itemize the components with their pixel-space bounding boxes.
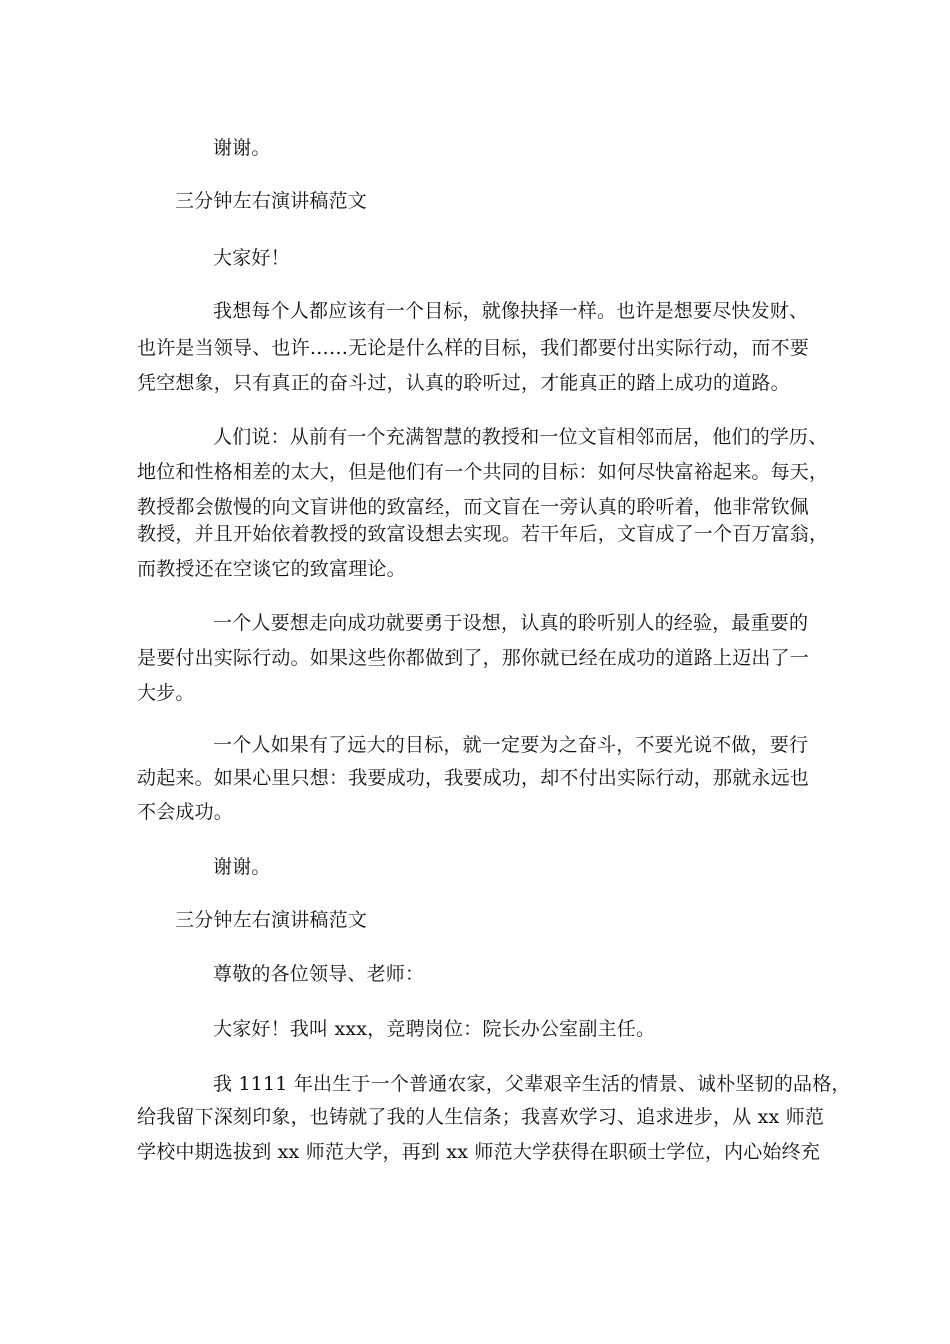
closing-thanks-line: 谢谢。 xyxy=(213,137,271,159)
paragraph-line: 地位和性格相差的太大，但是他们有一个共同的目标：如何尽快富裕起来。每天， xyxy=(137,461,829,483)
paragraph-line: 是要付出实际行动。如果这些你都做到了，那你就已经在成功的道路上迈出了一 xyxy=(137,647,810,669)
paragraph-line: 给我留下深刻印象，也铸就了我的人生信条；我喜欢学习、追求进步，从 xx 师范 xyxy=(137,1106,825,1128)
paragraph-line: 我 1111 年出生于一个普通农家，父辈艰辛生活的情景、诚朴坚韧的品格， xyxy=(213,1073,851,1095)
paragraph-line: 学校中期选拔到 xx 师范大学，再到 xx 师范大学获得在职硕士学位，内心始终充 xyxy=(137,1141,821,1163)
paragraph-line: 教授，并且开始依着教授的致富设想去实现。若干年后，文盲成了一个百万富翁， xyxy=(137,523,829,545)
paragraph-line: 动起来。如果心里只想：我要成功，我要成功，却不付出实际行动，那就永远也 xyxy=(137,767,810,789)
paragraph-line: 凭空想象，只有真正的奋斗过，认真的聆听过，才能真正的踏上成功的道路。 xyxy=(137,372,790,394)
section-heading: 三分钟左右演讲稿范文 xyxy=(175,190,368,212)
paragraph-line: 我想每个人都应该有一个目标，就像抉择一样。也许是想要尽快发财、 xyxy=(213,300,809,322)
closing-thanks-line: 谢谢。 xyxy=(213,856,271,878)
introduction-line: 大家好！我叫 xxx，竞聘岗位：院长办公室副主任。 xyxy=(213,1018,656,1040)
section-heading: 三分钟左右演讲稿范文 xyxy=(175,909,368,931)
paragraph-line: 人们说：从前有一个充满智慧的教授和一位文盲相邻而居，他们的学历、 xyxy=(213,426,828,448)
paragraph-line: 大步。 xyxy=(137,682,195,704)
paragraph-line: 教授都会傲慢的向文盲讲他的致富经，而文盲在一旁认真的聆听着，他非常钦佩 xyxy=(137,496,810,518)
paragraph-line: 一个人如果有了远大的目标，就一定要为之奋斗，不要光说不做，要行 xyxy=(213,734,809,756)
paragraph-line: 也许是当领导、也许……无论是什么样的目标，我们都要付出实际行动，而不要 xyxy=(137,337,810,359)
paragraph-line: 不会成功。 xyxy=(137,801,234,823)
paragraph-line: 一个人要想走向成功就要勇于设想，认真的聆听别人的经验，最重要的 xyxy=(213,612,809,634)
salutation-line: 尊敬的各位领导、老师： xyxy=(213,963,425,985)
paragraph-line: 而教授还在空谈它的致富理论。 xyxy=(137,558,406,580)
greeting-line: 大家好！ xyxy=(213,247,290,269)
